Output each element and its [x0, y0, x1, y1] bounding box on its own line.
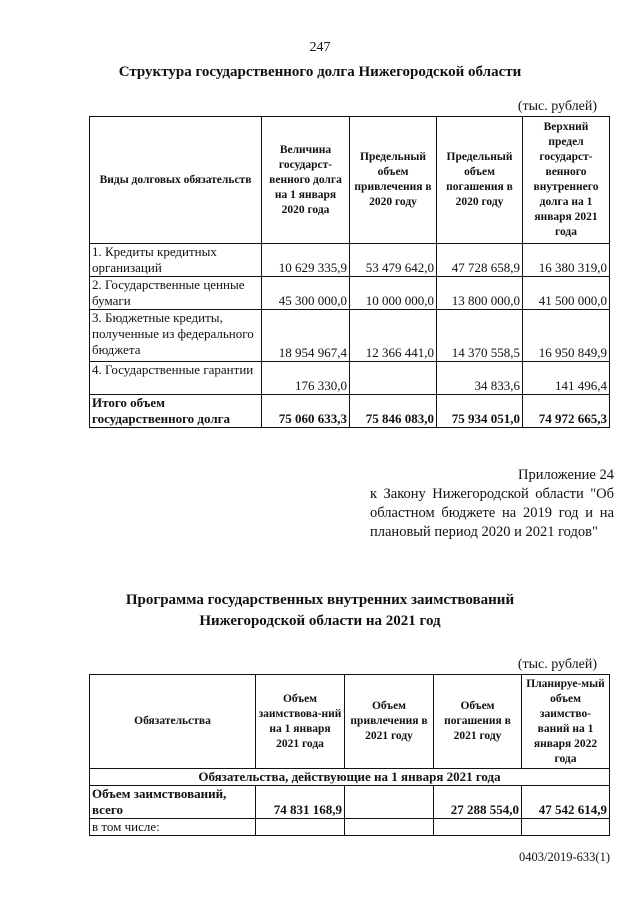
- col-header-repayment-limit: Предельный объем погашения в 2020 году: [437, 117, 523, 244]
- row-value: 141 496,4: [523, 362, 610, 395]
- table-row: [90, 819, 610, 836]
- row-value: [256, 819, 345, 836]
- row-value: 13 800 000,0: [437, 277, 523, 310]
- row-value: [345, 786, 434, 819]
- row-name: 3. Бюджетные кредиты, полученные из федерального бюджета: [90, 310, 262, 362]
- table-row: [90, 277, 610, 310]
- col-header-upper-limit: Верхний предел государст-венного внутреннего долга на 1 января 2021 года: [523, 117, 610, 244]
- total-value: 75 934 051,0: [437, 395, 523, 428]
- document-code: 0403/2019-633(1): [519, 850, 610, 864]
- row-value: 47 542 614,9: [522, 786, 610, 819]
- col-header-borrowing-limit: Предельный объем привлечения в 2020 году: [350, 117, 437, 244]
- row-value: [350, 362, 437, 395]
- row-value: 16 950 849,9: [523, 310, 610, 362]
- section-header-row: [90, 769, 610, 786]
- row-value: 16 380 319,0: [523, 244, 610, 277]
- row-value: 34 833,6: [437, 362, 523, 395]
- debt-structure-title: Структура государственного долга Нижегородской области: [118, 64, 522, 80]
- appendix-number: Приложение 24: [518, 467, 614, 483]
- row-name: 4. Государственные гарантии: [90, 362, 262, 395]
- total-value: 75 060 633,3: [262, 395, 350, 428]
- borrowing-program-table: [89, 674, 610, 836]
- appendix-note: [370, 466, 614, 542]
- debt-structure-table: [89, 116, 610, 428]
- row-value: 47 728 658,9: [437, 244, 523, 277]
- row-name: Объем заимствований, всего: [90, 786, 256, 819]
- row-name: 2. Государственные ценные бумаги: [90, 277, 262, 310]
- table-total-row: [90, 395, 610, 428]
- col-header-debt-type: Виды долговых обязательств: [90, 117, 262, 244]
- col-header-obligations: Обязательства: [90, 675, 256, 769]
- row-value: [345, 819, 434, 836]
- borrowing-program-title-line1: Программа государственных внутренних заимствований: [125, 592, 515, 608]
- row-value: [522, 819, 610, 836]
- row-name: 1. Кредиты кредитных организаций: [90, 244, 262, 277]
- unit-label-2: (тыс. рублей): [517, 657, 597, 672]
- row-value: 14 370 558,5: [437, 310, 523, 362]
- col-header-borrowing-2021: Объем заимствова-ний на 1 января 2021 года: [256, 675, 345, 769]
- col-header-repayment-2021: Объем погашения в 2021 году: [434, 675, 522, 769]
- row-value: 74 831 168,9: [256, 786, 345, 819]
- row-value: 18 954 967,4: [262, 310, 350, 362]
- total-name: Итого объем государственного долга: [90, 395, 262, 428]
- total-value: 74 972 665,3: [523, 395, 610, 428]
- section-title: Обязательства, действующие на 1 января 2021 года: [90, 769, 610, 786]
- row-value: 53 479 642,0: [350, 244, 437, 277]
- table-row: [90, 244, 610, 277]
- table-row: [90, 310, 610, 362]
- total-value: 75 846 083,0: [350, 395, 437, 428]
- row-value: 27 288 554,0: [434, 786, 522, 819]
- row-value: 176 330,0: [262, 362, 350, 395]
- table-header-row: [90, 675, 610, 769]
- col-header-attraction-2021: Объем привлечения в 2021 году: [345, 675, 434, 769]
- row-value: 12 366 441,0: [350, 310, 437, 362]
- row-value: [434, 819, 522, 836]
- table-header-row: [90, 117, 610, 244]
- appendix-law-reference: к Закону Нижегородской области "Об областном бюджете на 2019 год и на плановый период 2020 и 2021 годов": [370, 486, 614, 540]
- row-value: 41 500 000,0: [523, 277, 610, 310]
- unit-label-1: (тыс. рублей): [517, 99, 597, 114]
- borrowing-program-title: [0, 590, 640, 632]
- table-row: [90, 362, 610, 395]
- col-header-debt-2020: Величина государст-венного долга на 1 января 2020 года: [262, 117, 350, 244]
- row-value: 45 300 000,0: [262, 277, 350, 310]
- col-header-planned-2022: Планируе-мый объем заимство-ваний на 1 января 2022 года: [522, 675, 610, 769]
- borrowing-program-title-line2: Нижегородской области на 2021 год: [199, 613, 441, 629]
- table-row: [90, 786, 610, 819]
- row-value: 10 629 335,9: [262, 244, 350, 277]
- row-name: в том числе:: [90, 819, 256, 836]
- page-number: 247: [309, 40, 331, 55]
- row-value: 10 000 000,0: [350, 277, 437, 310]
